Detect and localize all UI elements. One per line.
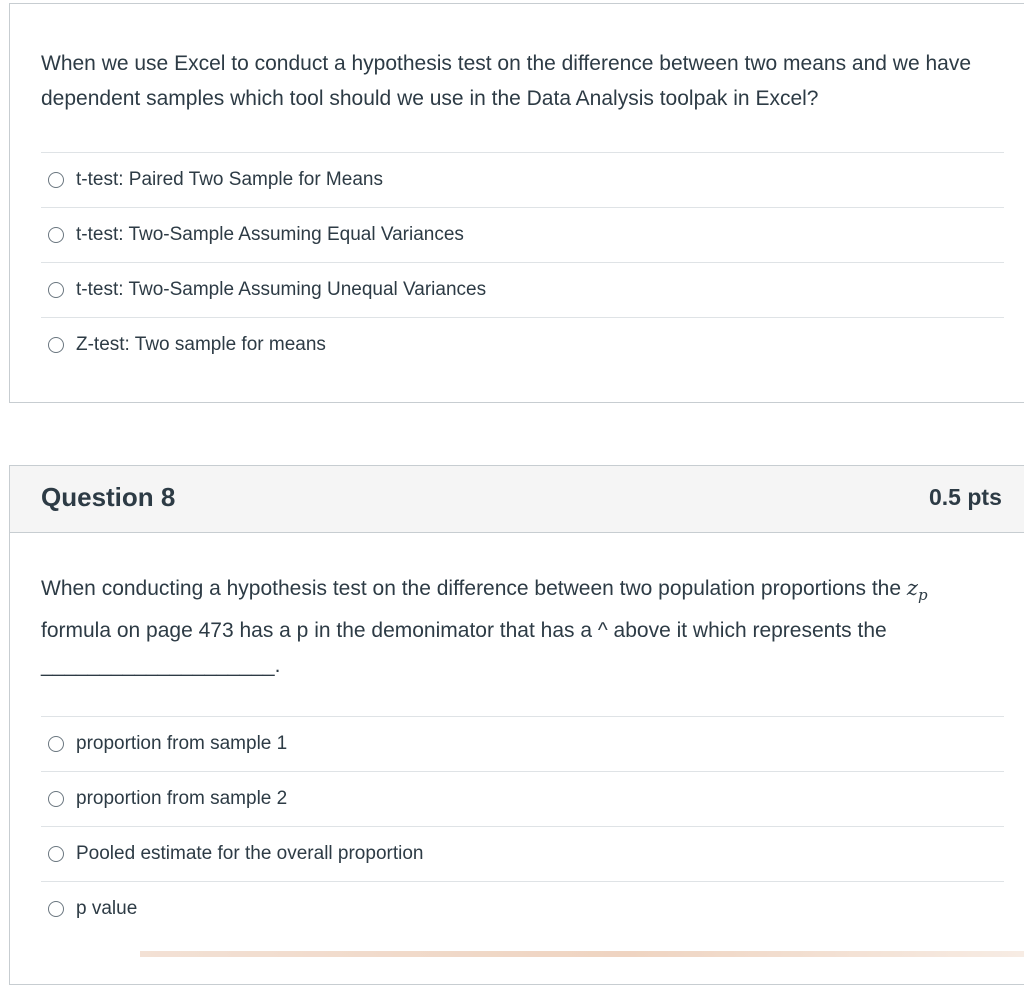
answer-label: p value	[76, 898, 138, 919]
answer-option[interactable]	[41, 317, 1004, 372]
fill-in-blank: ____________________.	[41, 654, 281, 678]
radio-button[interactable]	[48, 901, 64, 917]
answer-label: t-test: Paired Two Sample for Means	[76, 169, 383, 190]
radio-button[interactable]	[48, 846, 64, 862]
question-points: 0.5 pts	[929, 484, 1002, 510]
answer-option[interactable]	[41, 881, 1004, 936]
answer-label: Pooled estimate for the overall proportion	[76, 843, 424, 864]
answer-label: proportion from sample 1	[76, 733, 288, 754]
math-subscript: p	[917, 586, 928, 605]
answer-label: proportion from sample 2	[76, 788, 288, 809]
answer-option[interactable]	[41, 152, 1004, 207]
answer-label: Z-test: Two sample for means	[76, 334, 326, 355]
answer-option[interactable]	[41, 262, 1004, 317]
answer-option[interactable]	[41, 207, 1004, 262]
radio-button[interactable]	[48, 282, 64, 298]
answer-label: t-test: Two-Sample Assuming Equal Variances	[76, 224, 464, 245]
answer-option[interactable]	[41, 826, 1004, 881]
question-8-card	[9, 465, 1024, 985]
radio-button[interactable]	[48, 791, 64, 807]
radio-button[interactable]	[48, 172, 64, 188]
bottom-strip	[140, 951, 1024, 957]
radio-button[interactable]	[48, 337, 64, 353]
radio-button[interactable]	[48, 227, 64, 243]
answer-option[interactable]	[41, 716, 1004, 771]
question-7-text: When we use Excel to conduct a hypothesis test on the difference between two means and we have dependent samples which tool should we use in the Data Analysis toolpak in Excel?	[41, 52, 972, 110]
z-p-formula	[906, 576, 928, 605]
radio-button[interactable]	[48, 736, 64, 752]
question-text-part: formula on page 473 has a p in the demonimator that has a ^ above it which represents the	[41, 619, 887, 643]
question-7-answers	[41, 152, 1004, 372]
question-text-part: When conducting a hypothesis test on the difference between two population proportions the	[41, 577, 902, 600]
answer-option[interactable]	[41, 771, 1004, 826]
question-8-text	[41, 571, 1001, 683]
question-header	[10, 466, 1024, 533]
question-title: Question 8	[41, 482, 176, 512]
math-variable: z	[906, 576, 918, 600]
question-7-card	[9, 3, 1024, 403]
answer-label: t-test: Two-Sample Assuming Unequal Variances	[76, 279, 487, 300]
question-8-answers	[41, 716, 1004, 936]
